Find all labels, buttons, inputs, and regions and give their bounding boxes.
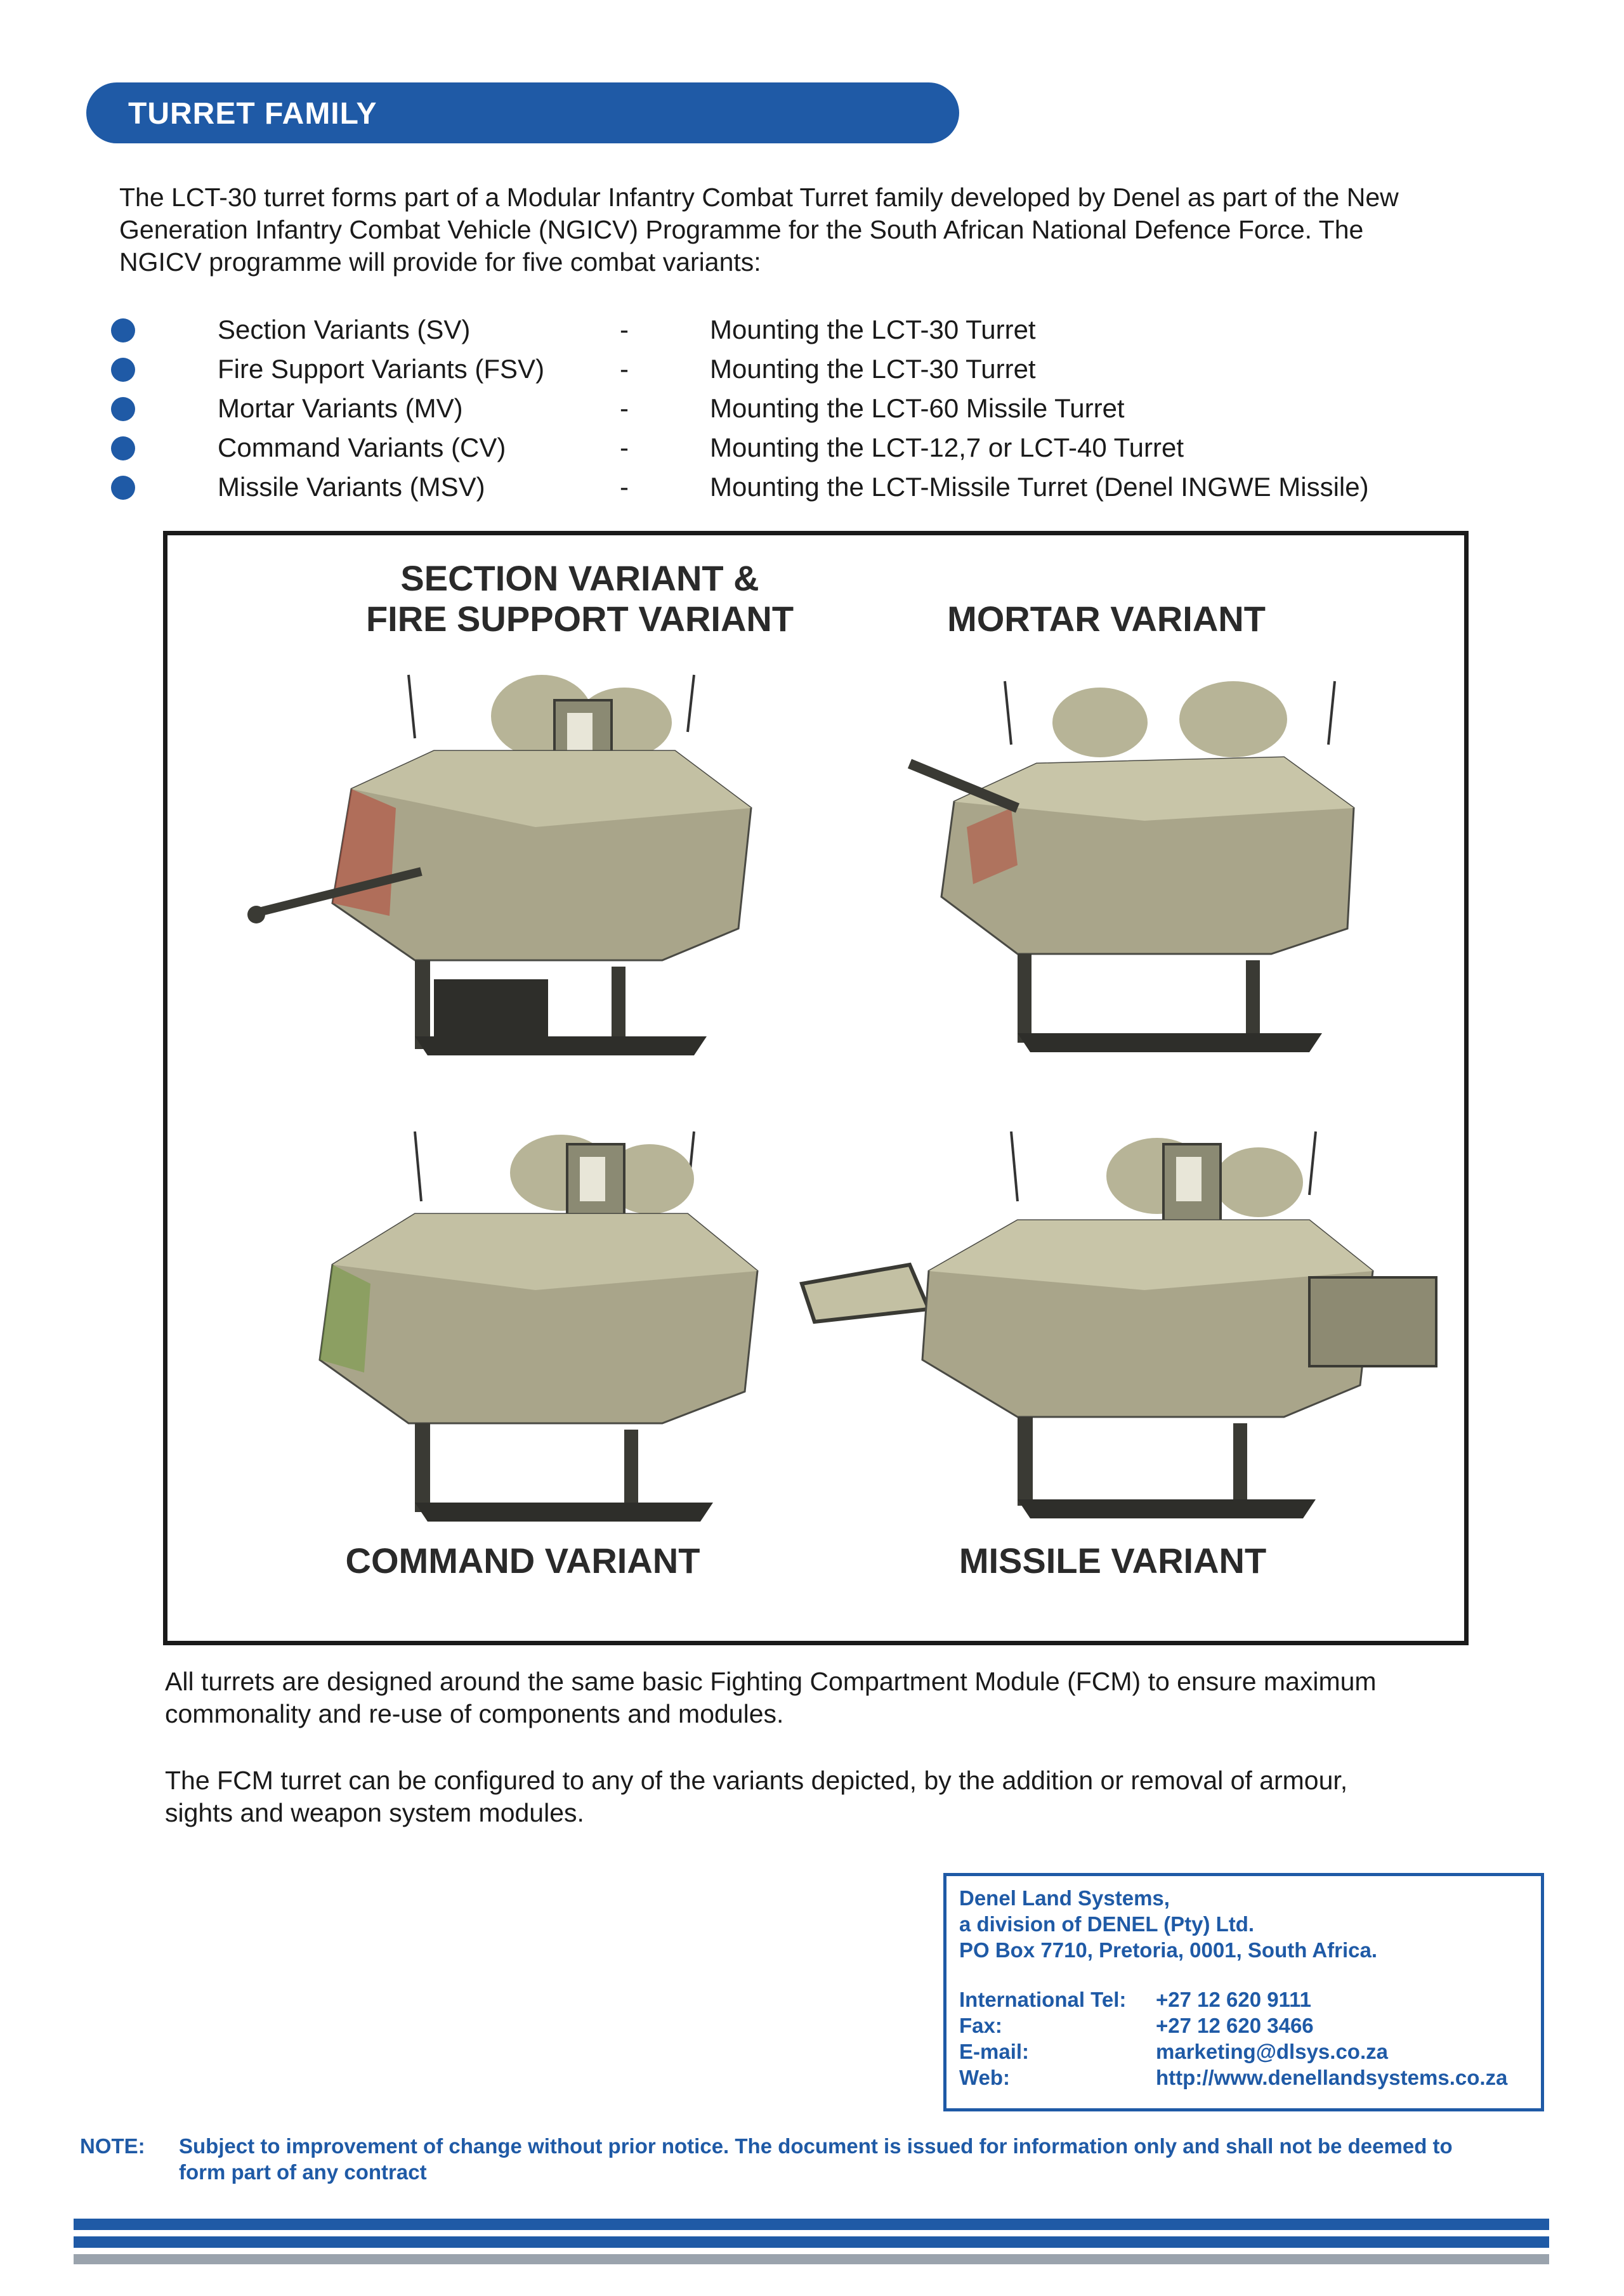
variant-name: Section Variants (SV) <box>218 315 471 344</box>
list-item <box>111 354 1570 393</box>
variant-description: Mounting the LCT-12,7 or LCT-40 Turret <box>710 433 1184 462</box>
bullet-icon <box>111 358 135 382</box>
variant-dash: - <box>620 315 629 344</box>
variant-dash: - <box>620 472 629 502</box>
intro-paragraph <box>119 181 1515 278</box>
list-item <box>111 472 1570 511</box>
note-line: form part of any contract <box>179 2160 427 2184</box>
variant-name: Fire Support Variants (FSV) <box>218 354 545 384</box>
section-variant-label <box>332 558 827 639</box>
contact-email-link[interactable]: marketing@dlsys.co.za <box>1156 2040 1388 2063</box>
command-variant-label: COMMAND VARIANT <box>345 1541 700 1581</box>
address-line: PO Box 7710, Pretoria, 0001, South Africa. <box>959 1938 1378 1962</box>
section-variant-turret-image <box>206 662 815 1055</box>
contact-label: Web: <box>959 2066 1011 2089</box>
variant-description: Mounting the LCT-30 Turret <box>710 315 1036 344</box>
paragraph-line: All turrets are designed around the same basic Fighting Compartment Module (FCM) to ensure maximum <box>165 1667 1377 1696</box>
section-banner <box>86 82 959 143</box>
variant-name: Mortar Variants (MV) <box>218 393 463 423</box>
contact-label: E-mail: <box>959 2040 1030 2063</box>
missile-variant-label: MISSILE VARIANT <box>959 1541 1267 1581</box>
footer-stripe <box>74 2219 1549 2230</box>
mortar-variant-label: MORTAR VARIANT <box>947 599 1266 639</box>
variant-description: Mounting the LCT-30 Turret <box>710 354 1036 384</box>
variant-dash: - <box>620 433 629 462</box>
contact-value: +27 12 620 3466 <box>1156 2014 1314 2037</box>
note-text <box>179 2133 1606 2185</box>
list-item <box>111 433 1570 472</box>
contact-label: International Tel: <box>959 1988 1127 2011</box>
bullet-icon <box>111 476 135 500</box>
list-item <box>111 393 1570 433</box>
paragraph-line: sights and weapon system modules. <box>165 1798 584 1827</box>
contact-address <box>959 1885 1377 1963</box>
list-item <box>111 315 1570 354</box>
variant-name: Command Variants (CV) <box>218 433 506 462</box>
section-variant-label-line1: SECTION VARIANT & <box>400 558 759 598</box>
turret-figure <box>163 531 1469 1645</box>
missile-variant-turret-image <box>789 1119 1462 1525</box>
variant-description: Mounting the LCT-Missile Turret (Denel INGWE Missile) <box>710 472 1369 502</box>
address-line: a division of DENEL (Pty) Ltd. <box>959 1912 1255 1936</box>
bullet-icon <box>111 397 135 421</box>
bullet-icon <box>111 318 135 342</box>
intro-line: NGICV programme will provide for five combat variants: <box>119 247 761 277</box>
mortar-variant-turret-image <box>827 662 1436 1055</box>
address-line: Denel Land Systems, <box>959 1886 1170 1910</box>
configuration-paragraph <box>165 1764 1529 1829</box>
variant-description: Mounting the LCT-60 Missile Turret <box>710 393 1125 423</box>
variant-list <box>111 315 1570 511</box>
variant-dash: - <box>620 393 629 423</box>
paragraph-line: The FCM turret can be configured to any of the variants depicted, by the addition or removal of armour, <box>165 1766 1348 1795</box>
footer-stripe <box>74 2254 1549 2264</box>
variant-dash: - <box>620 354 629 384</box>
section-title: TURRET FAMILY <box>128 97 377 131</box>
contact-web-link[interactable]: http://www.denellandsystems.co.za <box>1156 2066 1508 2089</box>
contact-label: Fax: <box>959 2014 1002 2037</box>
note-label: NOTE: <box>80 2134 145 2158</box>
intro-line: The LCT-30 turret forms part of a Modular Infantry Combat Turret family developed by Denel as part of the New <box>119 183 1399 212</box>
contact-box <box>943 1873 1544 2111</box>
contact-value: +27 12 620 9111 <box>1156 1988 1312 2011</box>
command-variant-turret-image <box>206 1119 815 1525</box>
section-variant-label-line2: FIRE SUPPORT VARIANT <box>365 599 794 639</box>
note-line: Subject to improvement of change without prior notice. The document is issued for information only and shall not be deemed to <box>179 2134 1453 2158</box>
footer-stripe <box>74 2236 1549 2248</box>
intro-line: Generation Infantry Combat Vehicle (NGICV) Programme for the South African National Defence Force. The <box>119 215 1364 244</box>
bullet-icon <box>111 436 135 460</box>
variant-name: Missile Variants (MSV) <box>218 472 485 502</box>
paragraph-line: commonality and re-use of components and modules. <box>165 1699 784 1728</box>
fcm-paragraph <box>165 1666 1529 1730</box>
